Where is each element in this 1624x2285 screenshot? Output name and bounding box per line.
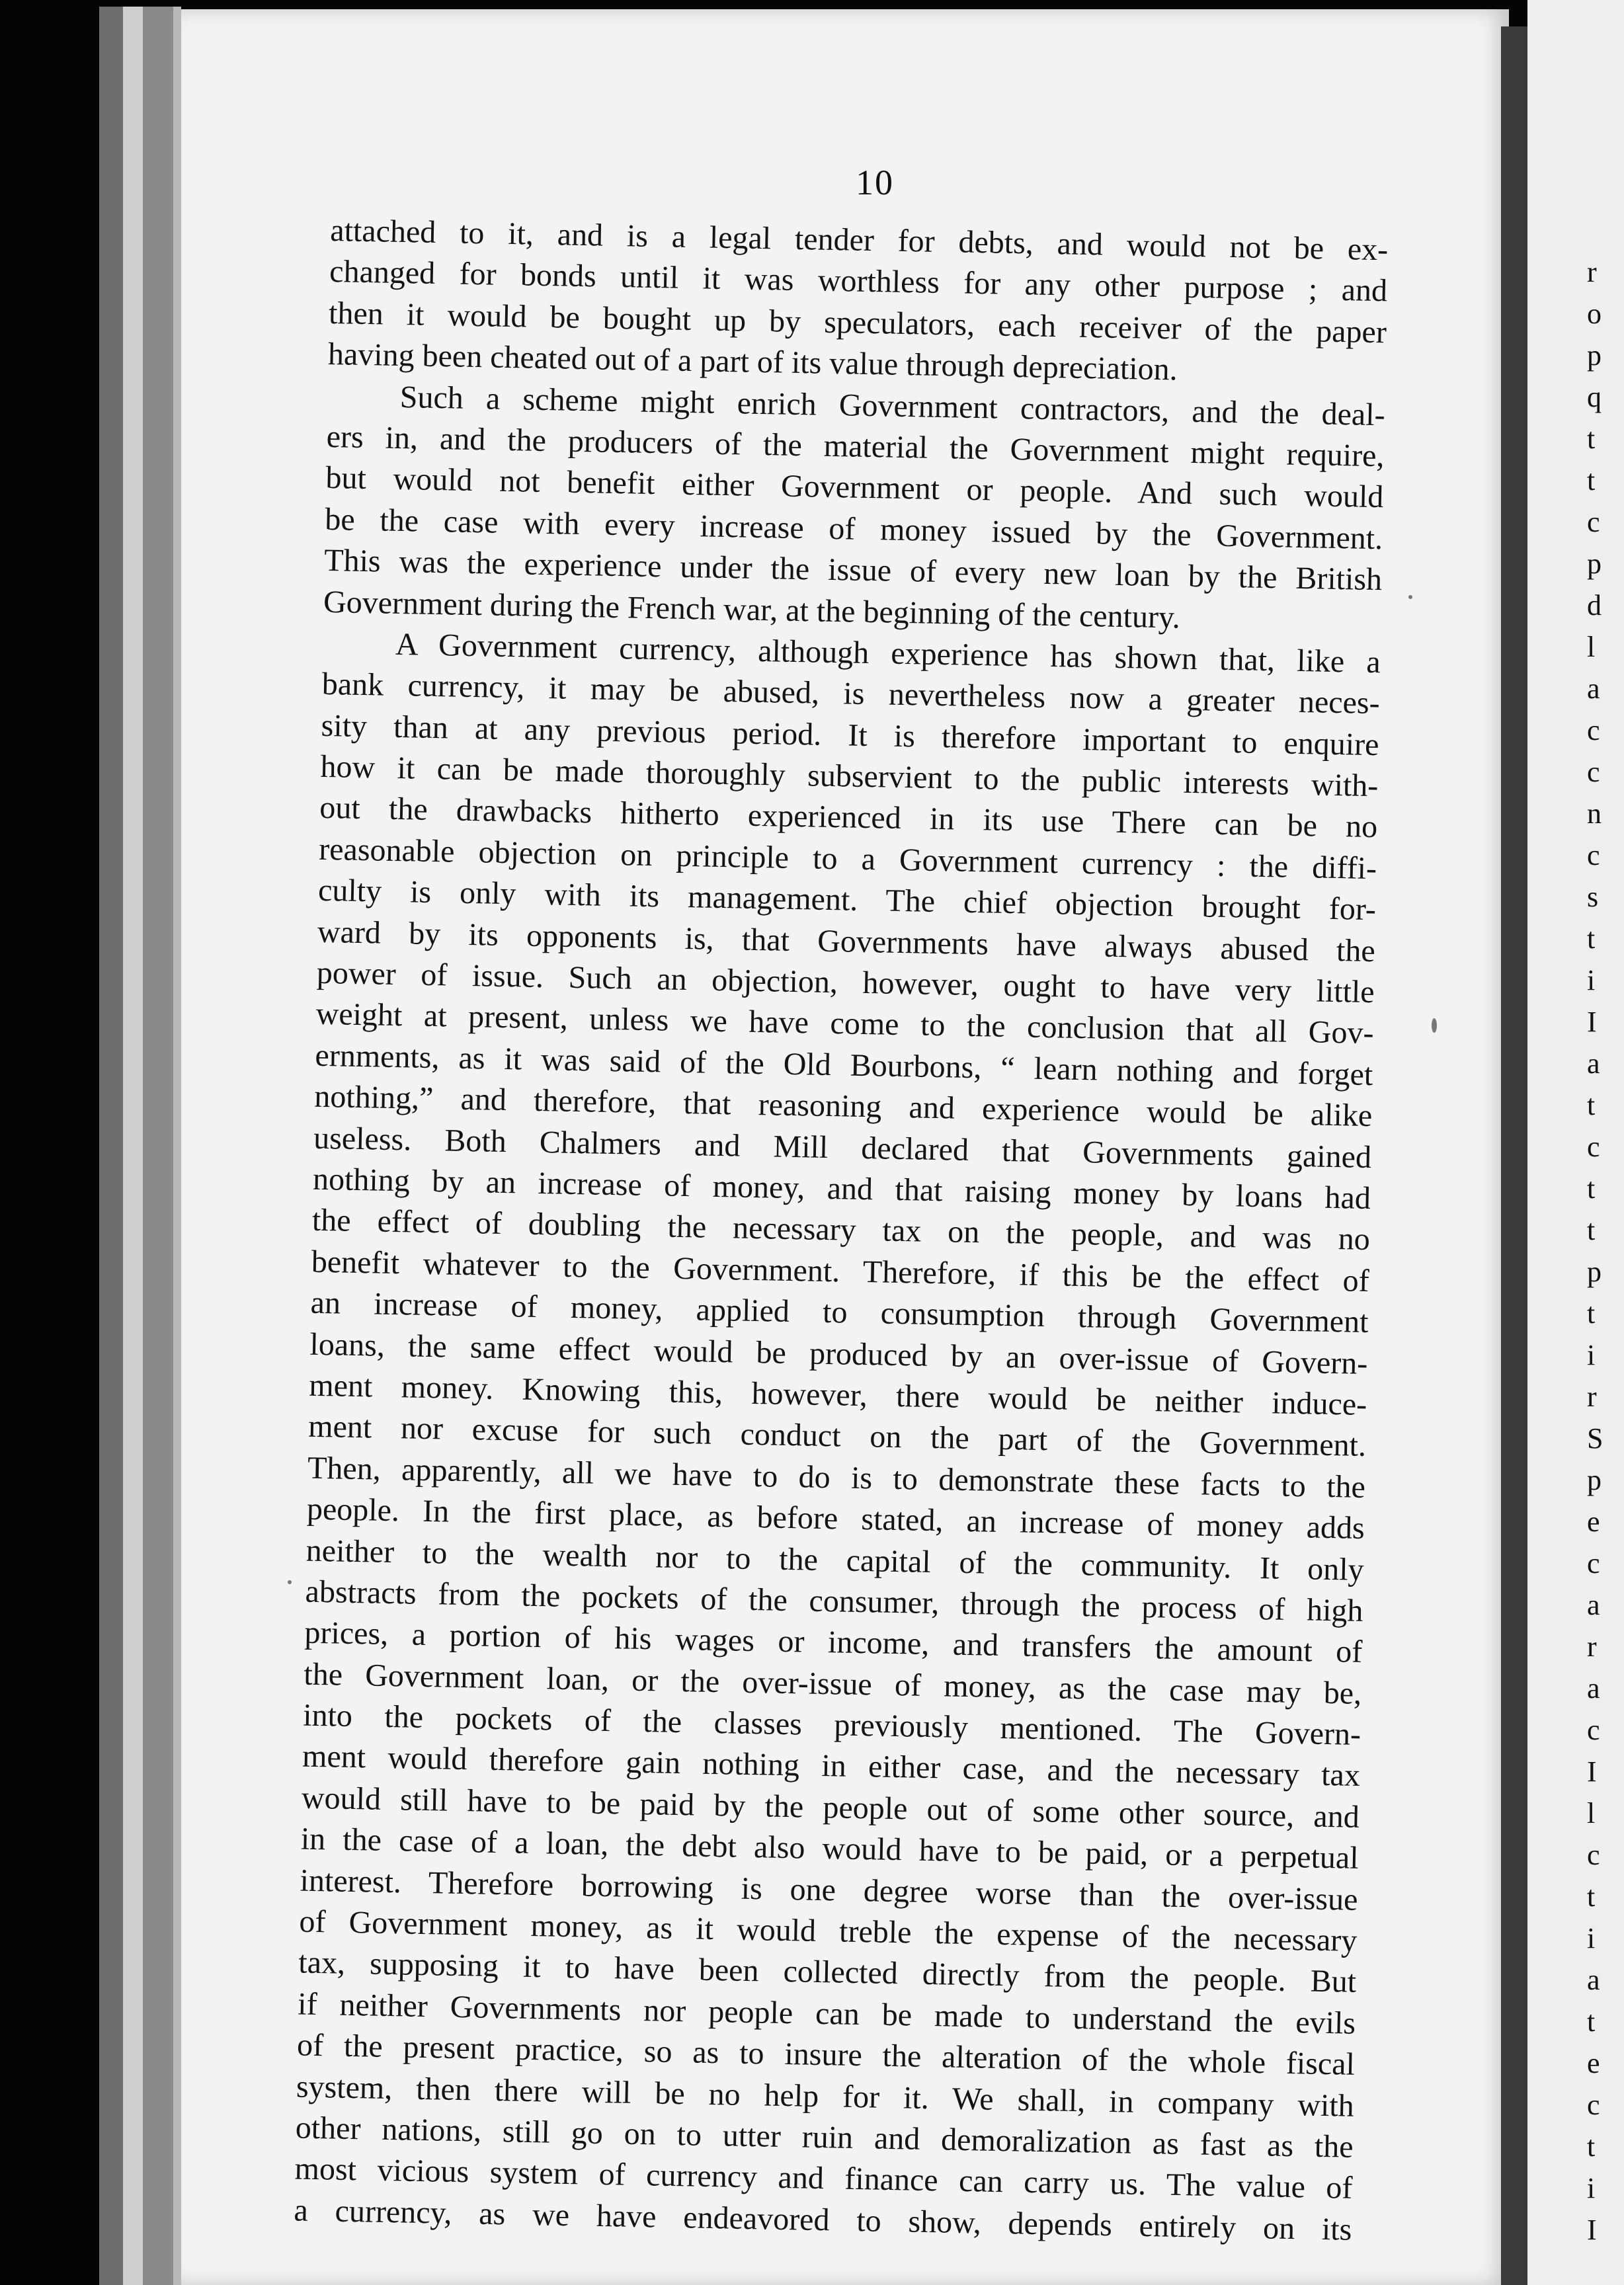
facing-page-letter: p bbox=[1587, 1464, 1602, 1496]
text-line: ers in, and the producers of the material the Government might require, bbox=[326, 419, 1385, 474]
text-line: attached to it, and is a legal tender for debts, and would not be ex- bbox=[329, 212, 1389, 268]
text-line: the Government loan, or the over-issue of money, as the case may be, bbox=[303, 1656, 1362, 1711]
text-line: an increase of money, applied to consumption through Government bbox=[310, 1285, 1369, 1340]
facing-page-letter: t bbox=[1587, 1297, 1596, 1330]
text-line: Such a scheme might enrich Government contractors, and the deal- bbox=[399, 379, 1386, 432]
text-line: ment money. Knowing this, however, there would be neither induce- bbox=[308, 1367, 1367, 1422]
text-line: if neither Governments nor people can be made to understand the evils bbox=[297, 1986, 1356, 2041]
text-line: This was the experience under the issue of every new loan by the British bbox=[323, 543, 1383, 598]
facing-page-letter: r bbox=[1587, 1630, 1597, 1663]
text-line: out the drawbacks hitherto experienced in its use There can be no bbox=[319, 790, 1378, 845]
text-line: would still have to be paid by the people out of some other source, and bbox=[301, 1780, 1360, 1835]
facing-page-letter: c bbox=[1587, 839, 1600, 871]
facing-page-letter: c bbox=[1587, 506, 1600, 538]
facing-page-letter: s bbox=[1587, 881, 1599, 913]
facing-page-letter: i bbox=[1587, 964, 1596, 996]
facing-page-letter: i bbox=[1587, 2172, 1596, 2204]
text-line: system, then there will be no help for it. We shall, in company with bbox=[296, 2069, 1355, 2124]
book-edge-light bbox=[123, 7, 143, 2285]
facing-page-letter: a bbox=[1587, 672, 1600, 705]
text-line: into the pockets of the classes previously mentioned. The Govern- bbox=[302, 1697, 1361, 1752]
book-edge-mid bbox=[143, 7, 173, 2285]
facing-page-letter: l bbox=[1587, 631, 1596, 663]
facing-page-letter: p bbox=[1587, 547, 1602, 580]
text-line: sity than at any previous period. It is therefore important to enquire bbox=[321, 707, 1379, 762]
facing-page-letter: e bbox=[1587, 1505, 1600, 1538]
facing-page-letter: t bbox=[1587, 1880, 1596, 1913]
text-line: of Government money, as it would treble the expense of the necessary bbox=[299, 1904, 1358, 1958]
text-line: changed for bonds until it was worthless for any other purpose ; and bbox=[329, 254, 1388, 309]
scan-speck bbox=[1432, 1018, 1437, 1033]
text-line: nothing,” and therefore, that reasoning and experience would be alike bbox=[313, 1078, 1373, 1134]
text-line: be the case with every increase of money issued by the Government. bbox=[324, 501, 1383, 556]
page-number: 10 bbox=[856, 163, 894, 202]
text-line: other nations, still go on to utter ruin and demoralization as fast as the bbox=[295, 2110, 1354, 2165]
facing-page-letter: S bbox=[1587, 1422, 1604, 1455]
text-line: most vicious system of currency and finance can carry us. The value of bbox=[294, 2151, 1353, 2206]
facing-page-letters bbox=[1587, 251, 1624, 2251]
text-line: of the present practice, so as to insure the alteration of the whole fiscal bbox=[296, 2027, 1356, 2083]
facing-page-letter: c bbox=[1587, 1839, 1600, 1871]
text-line: power of issue. Such an objection, however, ought to have very little bbox=[316, 955, 1375, 1010]
scan-speck bbox=[288, 1580, 292, 1584]
text-line: abstracts from the pockets of the consumer, through the process of high bbox=[305, 1574, 1363, 1628]
text-line: nothing by an increase of money, and that raising money by loans had bbox=[312, 1161, 1371, 1217]
text-line: tax, supposing it to have been collected directly from the people. But bbox=[298, 1944, 1357, 2000]
text-line: the effect of doubling the necessary tax on the people, and was no bbox=[311, 1203, 1371, 1258]
facing-page-letter: c bbox=[1587, 1547, 1600, 1580]
text-line: benefit whatever to the Government. Therefore, if this be the effect of bbox=[311, 1244, 1370, 1299]
facing-page-letter: l bbox=[1587, 1797, 1596, 1829]
body-text bbox=[294, 210, 1389, 2251]
facing-page-letter: c bbox=[1587, 756, 1600, 788]
facing-page-letter: t bbox=[1587, 1214, 1596, 1246]
facing-page-letter: e bbox=[1587, 2047, 1600, 2079]
facing-page-letter: r bbox=[1587, 1381, 1597, 1413]
facing-page-letter: a bbox=[1587, 1964, 1600, 1996]
facing-page-letter: t bbox=[1587, 464, 1596, 497]
facing-page-letter: r bbox=[1587, 256, 1597, 288]
facing-page-letter: a bbox=[1587, 1672, 1600, 1704]
facing-page-letter: i bbox=[1587, 1339, 1596, 1371]
text-line: loans, the same effect would be produced by an over-issue of Govern- bbox=[309, 1326, 1368, 1381]
facing-page-letter: c bbox=[1587, 1714, 1600, 1746]
text-line: prices, a portion of his wages or income, and transfers the amount of bbox=[304, 1615, 1363, 1670]
text-line: culty is only with its management. The chief objection brought for- bbox=[317, 873, 1377, 928]
facing-page-letter: d bbox=[1587, 589, 1602, 621]
facing-page-letter: t bbox=[1587, 422, 1596, 455]
book-gutter bbox=[1501, 26, 1527, 2285]
facing-page-letter: a bbox=[1587, 1589, 1600, 1621]
scan-speck bbox=[1408, 595, 1412, 599]
facing-page-letter: n bbox=[1587, 797, 1602, 830]
text-line: having been cheated out of a part of its value through depreciation. bbox=[327, 337, 1178, 387]
text-line: neither to the wealth nor to the capital of the community. It only bbox=[305, 1533, 1365, 1587]
text-line: in the case of a loan, the debt also would have to be paid, or a perpetual bbox=[300, 1821, 1360, 1876]
text-line: how it can be made thoroughly subservient to the public interests with- bbox=[320, 748, 1379, 804]
text-line: Then, apparently, all we have to do is to demonstrate these facts to the bbox=[307, 1450, 1366, 1505]
facing-page-letter: I bbox=[1587, 1755, 1597, 1788]
text-line: then it would be bought up by speculators, each receiver of the paper bbox=[328, 295, 1387, 350]
facing-page-letter: t bbox=[1587, 1089, 1596, 1121]
text-line: ward by its opponents is, that Governments have always abused the bbox=[317, 914, 1376, 969]
facing-page-letter: p bbox=[1587, 339, 1602, 372]
text-line: bank currency, it may be abused, is nevertheless now a greater neces- bbox=[321, 666, 1381, 721]
facing-page-letter: a bbox=[1587, 1047, 1600, 1080]
book-edge-dark bbox=[99, 7, 123, 2285]
facing-page-letter: c bbox=[1587, 1131, 1600, 1163]
facing-page-letter: t bbox=[1587, 2130, 1596, 2163]
facing-page-letter: o bbox=[1587, 298, 1602, 330]
facing-page-letter: I bbox=[1587, 1006, 1597, 1038]
text-line: ment would therefore gain nothing in either case, and the necessary tax bbox=[302, 1739, 1361, 1794]
facing-page-letter: t bbox=[1587, 922, 1596, 955]
text-line: but would not benefit either Government or people. And such would bbox=[325, 460, 1384, 515]
facing-page-letter: q bbox=[1587, 381, 1602, 413]
text-line: Government during the French war, at the beginning of the century. bbox=[323, 584, 1181, 635]
text-line: ment nor excuse for such conduct on the part of the Government. bbox=[307, 1409, 1367, 1464]
facing-page-letter: t bbox=[1587, 1172, 1596, 1205]
facing-page-letter: c bbox=[1587, 714, 1600, 746]
text-line: A Government currency, although experience has shown that, like a bbox=[395, 626, 1381, 680]
text-line: a currency, as we have endeavored to show, depends entirely on its bbox=[294, 2192, 1352, 2247]
facing-page-letter: p bbox=[1587, 1256, 1602, 1288]
text-line: useless. Both Chalmers and Mill declared that Governments gained bbox=[313, 1120, 1372, 1175]
facing-page-letter: i bbox=[1587, 1922, 1596, 1954]
facing-page-letter: I bbox=[1587, 2214, 1597, 2246]
facing-page-letter: t bbox=[1587, 2005, 1596, 2038]
text-line: ernments, as it was said of the Old Bourbons, “ learn nothing and forget bbox=[315, 1037, 1373, 1092]
facing-page-letter: c bbox=[1587, 2089, 1600, 2121]
book-edge-inner bbox=[173, 7, 181, 2285]
text-line: weight at present, unless we have come to the conclusion that all Gov- bbox=[315, 996, 1374, 1051]
text-line: people. In the first place, as before stated, an increase of money adds bbox=[306, 1491, 1365, 1546]
text-line: reasonable objection on principle to a Government currency : the diffi- bbox=[318, 831, 1377, 887]
text-line: interest. Therefore borrowing is one degree worse than the over-issue bbox=[300, 1863, 1358, 1917]
